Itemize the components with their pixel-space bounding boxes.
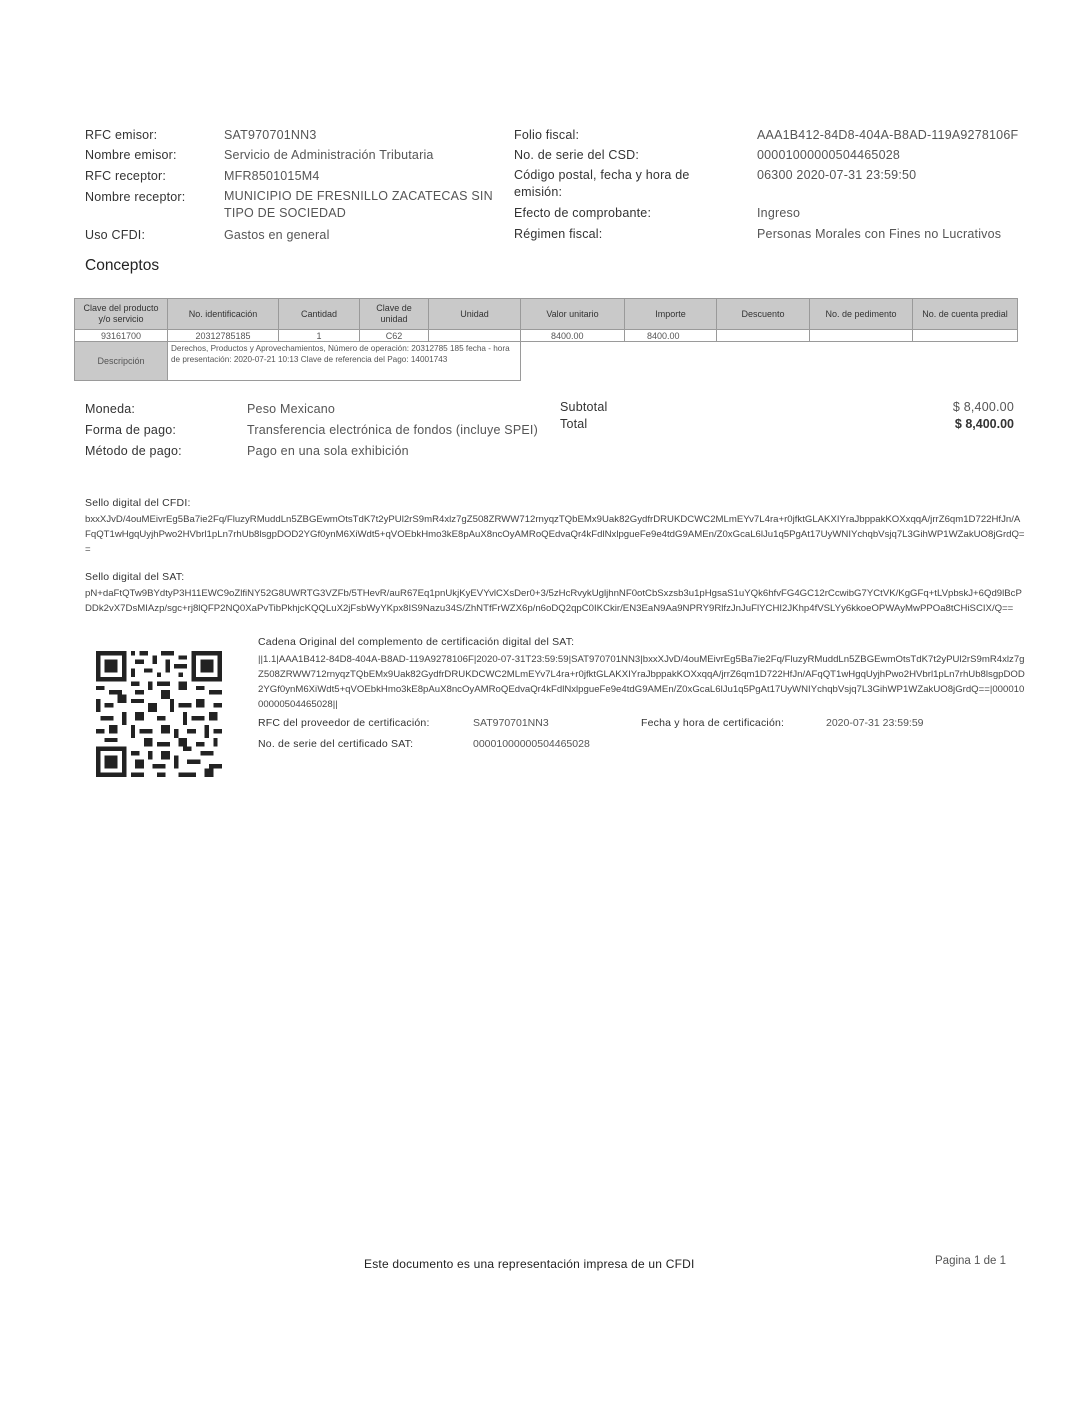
regimen-fiscal-label: Régimen fiscal: — [514, 227, 603, 241]
table-row — [75, 330, 1018, 342]
rfc-emisor-value: SAT970701NN3 — [224, 128, 317, 142]
serie-csd-label: No. de serie del CSD: — [514, 148, 640, 162]
uso-cfdi-value: Gastos en general — [224, 228, 330, 242]
serie-csd-value: 00001000000504465028 — [757, 148, 901, 162]
serie-certificado-value: 00001000000504465028 — [473, 738, 590, 750]
description-label: Descripción — [75, 342, 168, 381]
serie-certificado-label: No. de serie del certificado SAT: — [258, 738, 414, 750]
subtotal-value: $ 8,400.00 — [952, 400, 1014, 414]
nombre-receptor-value-line2: TIPO DE SOCIEDAD — [224, 206, 346, 220]
rfc-emisor-label: RFC emisor: — [85, 128, 158, 142]
col-cantidad: Cantidad — [279, 299, 360, 330]
page-number: Pagina 1 de 1 — [935, 1255, 1006, 1267]
col-cuenta-predial: No. de cuenta predial — [913, 299, 1018, 330]
efecto-comprobante-label: Efecto de comprobante: — [514, 206, 652, 220]
sello-cfdi-text: bxxXJvD/4ouMEivrEg5Ba7ie2Fq/FluzyRMuddLn5ZBGEwmOtsTdK7t2yPUl2rS9mR4xlz7gZ508ZRWW712rnyqzTQbEMx9Uak82GydfrDRUKDCWC2MLmEYv7L4ra+r0jfktGLAKXIYraJbppakKOXxqqA/jrrZ6qm1D722HfJn/AFqQT1wHgqUyjhPwo2HVbrl1pLn7rhUb8lsgpDOD2YGf0ynM6XiWdt5+qVOEbkHmo3kE8pAuX8ncOyAMRoQEdvaQr4kFdlNxlpgueFe9e4tdG9AMEn/Z0xGcaL6lJu1q5PgAt17UyWNIYchqbVsjq7L3GihWP1WZakUO8jGrdQ== — [85, 514, 1025, 555]
cell-no-identificacion: 20312785185 — [168, 330, 279, 342]
regimen-fiscal-value: Personas Morales con Fines no Lucrativos — [757, 227, 1002, 241]
folio-fiscal-value: AAA1B412-84D8-404A-B8AD-119A9278106F — [757, 128, 1019, 142]
uso-cfdi-label: Uso CFDI: — [85, 228, 146, 242]
col-clave-unidad: Clave de unidad — [360, 299, 429, 330]
description-text: Derechos, Productos y Aprovechamientos, Número de operación: 20312785 185 fecha - hora de presentación: 2020-07-21 10:13 Clave de referencia del Pago: 14001743 — [168, 342, 521, 381]
total-label: Total — [560, 417, 588, 431]
sello-sat-label: Sello digital del SAT: — [85, 571, 185, 583]
description-row — [75, 342, 1018, 381]
forma-pago-label: Forma de pago: — [85, 423, 177, 437]
nombre-emisor-value: Servicio de Administración Tributaria — [224, 148, 434, 162]
moneda-label: Moneda: — [85, 402, 136, 416]
rfc-receptor-value: MFR8501015M4 — [224, 169, 320, 183]
col-clave-producto: Clave del producto y/o servicio — [75, 299, 168, 330]
codigo-postal-label-line2: emisión: — [514, 185, 563, 199]
rfc-receptor-label: RFC receptor: — [85, 169, 167, 183]
col-no-identificacion: No. identificación — [168, 299, 279, 330]
rfc-proveedor-value: SAT970701NN3 — [473, 717, 549, 729]
conceptos-table — [74, 298, 1018, 381]
nombre-receptor-value: MUNICIPIO DE FRESNILLO ZACATECAS SIN — [224, 189, 493, 203]
sello-cfdi-label: Sello digital del CFDI: — [85, 497, 191, 509]
conceptos-title: Conceptos — [85, 257, 160, 274]
col-unidad: Unidad — [429, 299, 521, 330]
metodo-pago-value: Pago en una sola exhibición — [247, 444, 409, 458]
codigo-postal-label: Código postal, fecha y hora de — [514, 168, 690, 182]
cadena-label: Cadena Original del complemento de certificación digital del SAT: — [258, 636, 575, 648]
cell-cuenta-predial — [913, 330, 1018, 342]
efecto-comprobante-value: Ingreso — [757, 206, 801, 220]
footer-note: Este documento es una representación impresa de un CFDI — [364, 1257, 695, 1271]
cadena-text: ||1.1|AAA1B412-84D8-404A-B8AD-119A9278106F|2020-07-31T23:59:59|SAT970701NN3|bxxXJvD/4ouMEivrEg5Ba7ie2Fq/FluzyRMuddLn5ZBGEwmOtsTdK7t2yPUl2rS9mR4xlz7gZ508ZRWW712rnyqzTQbEMx9Uak82GydfrDRUKDCWC2MLmEYv7L4ra+r0jfktGLAKXIYraJbppakKOXxqqA/jrrZ6qm1D722HfJn/AFqQT1wHgqUyjhPwo2HVbrl1pLn7rhUb8lsgpDOD2YGf0ynM6XiWdt5+qVOEbkHmo3kE8pAuX8ncOyAMRoQEdvaQr4kFdlNxlpgueFe9e4tdG9AMEn/Z0xGcaL6lJu1q5PgAt17UyWNIYchqbVsjq7L3GihWP1WZakUO8jGrdQ==|00001000000504465028|| — [258, 654, 1025, 710]
qr-code — [96, 651, 222, 777]
col-descuento: Descuento — [717, 299, 810, 330]
sello-sat-text: pN+daFtQTw9BYdtyP3H11EWC9oZlfiNY52G8UWRTG3VZFb/5THevR/auR67Eq1pnUkjKyEVYvlCXsDer0+3/5zHcRvykUgljhnNF0otCbSxzsb3u1pHgsaS1uYQk6hfvFG4GC12rCcwibG7YCtVK/KgGFq+tLVpbskJ+6Qd9lBcPDDk2vX7DsMIAzp/sgc+rj8lQFP2NQ0XaPvTibPkhjcKQQLuX2jFsbWyYKpx8IS9Nazu34S/ZhNTfFrWZX6p/n6oDQ2qpC0IKCkir/EN3EaN9Aa9NPRY9RlfzJnJuFlYCHI2JKhp4fVSLYy6kkoeOPWAyMwPPOa8tCHiSCIX/Q== — [85, 588, 1022, 614]
nombre-emisor-label: Nombre emisor: — [85, 148, 177, 162]
cell-unidad — [429, 330, 521, 342]
cell-clave-producto: 93161700 — [75, 330, 168, 342]
codigo-postal-value: 06300 2020-07-31 23:59:50 — [757, 168, 917, 182]
cell-clave-unidad: C62 — [360, 330, 429, 342]
metodo-pago-label: Método de pago: — [85, 444, 182, 458]
cell-pedimento — [810, 330, 913, 342]
cell-descuento — [717, 330, 810, 342]
total-value: $ 8,400.00 — [954, 417, 1014, 431]
fecha-certificacion-value: 2020-07-31 23:59:59 — [826, 717, 924, 729]
col-importe: Importe — [625, 299, 717, 330]
cell-valor-unitario: 8400.00 — [521, 330, 625, 342]
col-valor-unitario: Valor unitario — [521, 299, 625, 330]
folio-fiscal-label: Folio fiscal: — [514, 128, 580, 142]
subtotal-label: Subtotal — [560, 400, 608, 414]
cell-cantidad: 1 — [279, 330, 360, 342]
rfc-proveedor-label: RFC del proveedor de certificación: — [258, 717, 430, 729]
cell-importe: 8400.00 — [625, 330, 717, 342]
col-no-pedimento: No. de pedimento — [810, 299, 913, 330]
fecha-certificacion-label: Fecha y hora de certificación: — [641, 717, 785, 729]
nombre-receptor-label: Nombre receptor: — [85, 190, 186, 204]
forma-pago-value: Transferencia electrónica de fondos (incluye SPEI) — [247, 423, 538, 437]
moneda-value: Peso Mexicano — [247, 402, 336, 416]
